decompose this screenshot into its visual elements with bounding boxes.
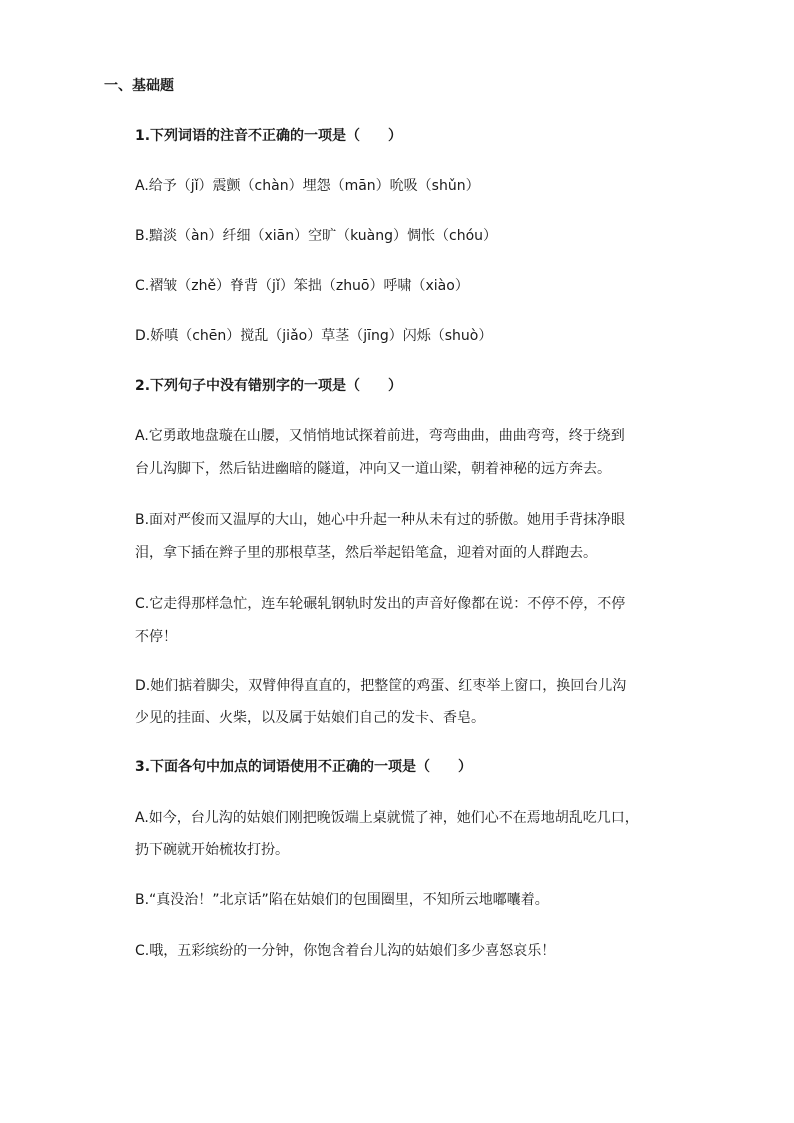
question-2-option-d-line-1: D.她们掂着脚尖，双臂伸得直直的，把整筐的鸡蛋、红枣举上窗口，换回台儿沟 — [135, 678, 627, 694]
question-1-option-b: B.黯淡（àn）纤细（xiān）空旷（kuàng）惆怅（chóu） — [135, 228, 498, 244]
question-1-option-a: A.给予（jǐ）震颤（chàn）埋怨（mān）吮吸（shǔn） — [135, 178, 480, 194]
question-2-title: 2.下列句子中没有错别字的一项是（ ） — [135, 378, 403, 394]
question-1-option-c: C.褶皱（zhě）脊背（jǐ）笨拙（zhuō）呼啸（xiào） — [135, 278, 469, 294]
question-2-option-b-line-2: 泪，拿下插在辫子里的那根草茎，然后举起铅笔盒，迎着对面的人群跑去。 — [135, 545, 597, 561]
question-2-option-c-line-1: C.它走得那样急忙，连车轮碾轧钢轨时发出的声音好像都在说：不停不停，不停 — [135, 596, 626, 612]
question-3-option-a-line-2: 扔下碗就开始梳妆打扮。 — [135, 842, 289, 858]
question-3-option-c: C.哦，五彩缤纷的一分钟，你饱含着台儿沟的姑娘们多少喜怒哀乐！ — [135, 943, 556, 959]
section-heading: 一、基础题 — [104, 78, 174, 94]
question-3-option-b: B.“真没治！”北京话”陷在姑娘们的包围圈里，不知所云地嘟囔着。 — [135, 892, 549, 908]
question-2-option-a-line-1: A.它勇敢地盘璇在山腰，又悄悄地试探着前进，弯弯曲曲，曲曲弯弯，终于绕到 — [135, 428, 625, 444]
question-2-option-a-line-2: 台儿沟脚下，然后钻进幽暗的隧道，冲向又一道山梁，朝着神秘的远方奔去。 — [135, 461, 611, 477]
question-2-option-d-line-2: 少见的挂面、火柴，以及属于姑娘们自己的发卡、香皂。 — [135, 710, 485, 726]
question-2-option-b-line-1: B.面对严俊而又温厚的大山，她心中升起一种从未有过的骄傲。她用手背抹净眼 — [135, 512, 626, 528]
question-1-title: 1.下列词语的注音不正确的一项是（ ） — [135, 128, 403, 144]
question-3-option-a-line-1: A.如今，台儿沟的姑娘们刚把晚饭端上桌就慌了神，她们心不在焉地胡乱吃几口， — [135, 810, 639, 826]
question-3-title: 3.下面各句中加点的词语使用不正确的一项是（ ） — [135, 759, 473, 775]
question-2-option-c-line-2: 不停！ — [135, 629, 177, 645]
question-1-option-d: D.娇嗔（chēn）搅乱（jiǎo）草茎（jīng）闪烁（shuò） — [135, 328, 493, 344]
